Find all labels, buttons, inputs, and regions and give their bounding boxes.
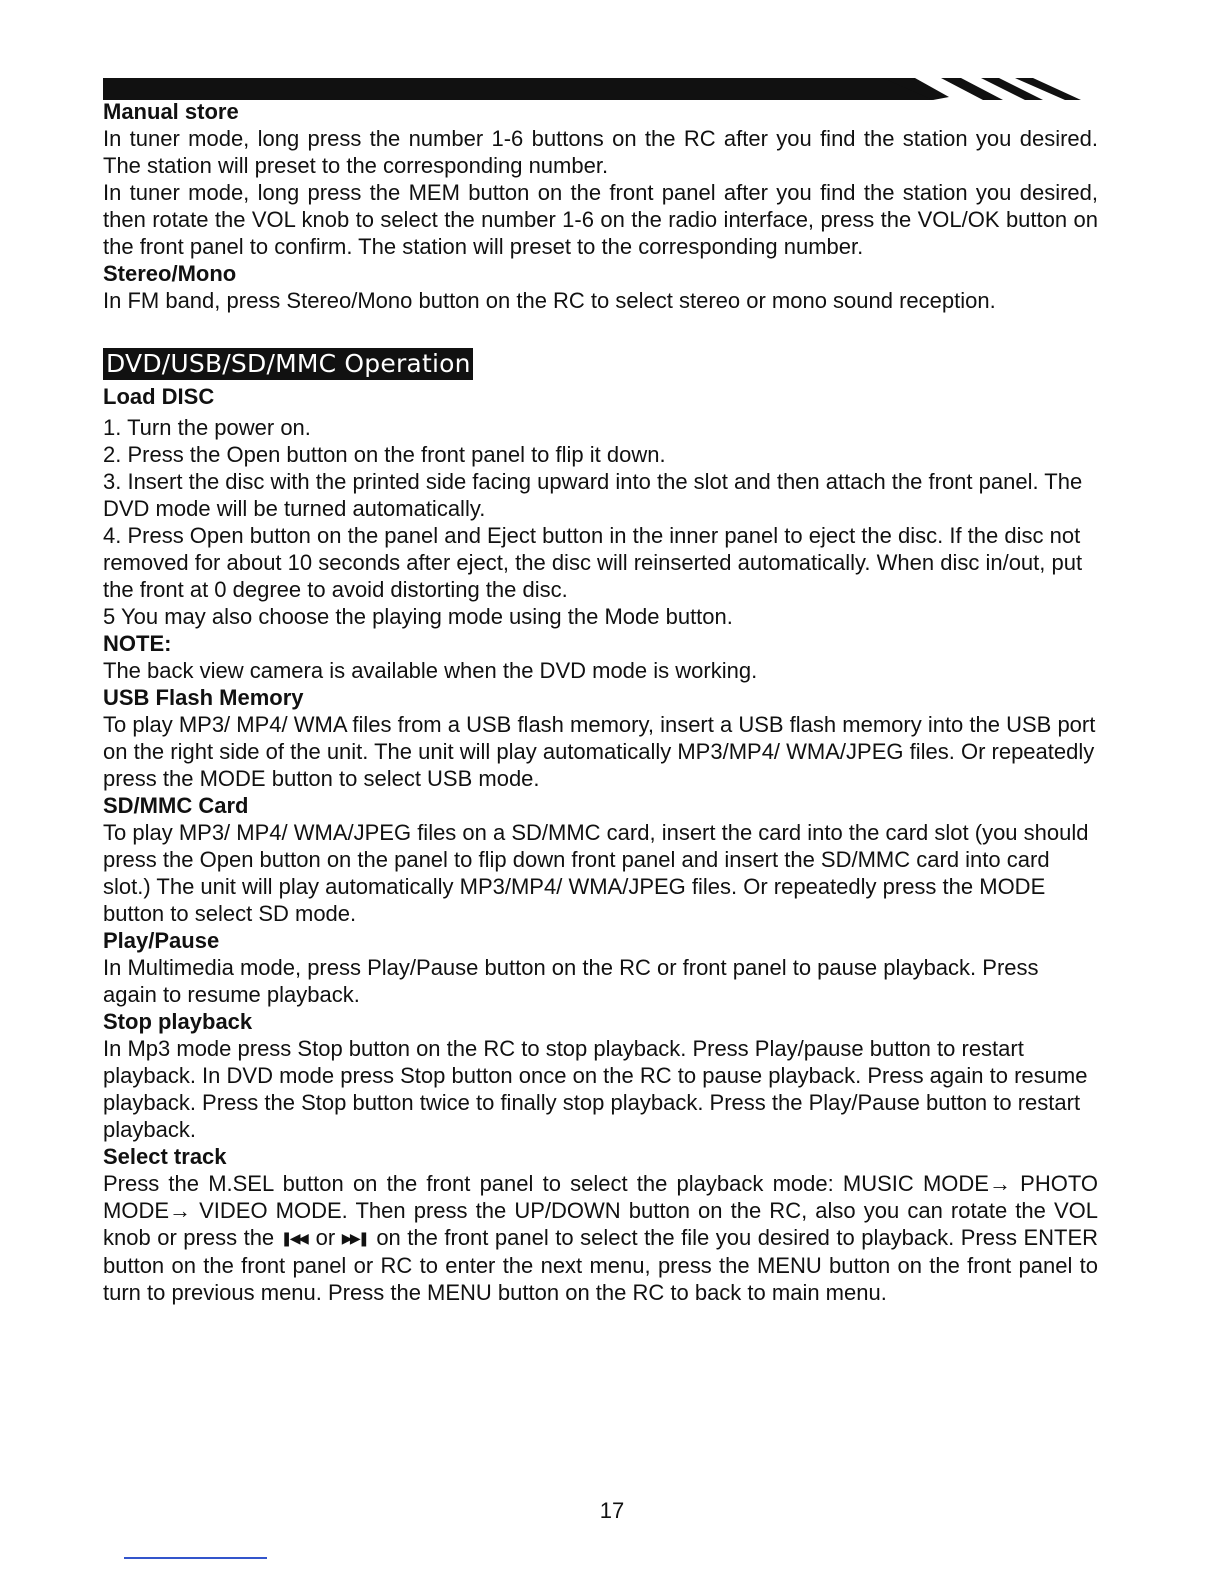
list-item: 2. Press the Open button on the front panel to flip it down. (103, 442, 666, 467)
play-pause-paragraph: In Multimedia mode, press Play/Pause button on the RC or front panel to pause playback. Press again to resume playback. (103, 955, 1039, 1007)
section-title: DVD/USB/SD/MMC Operation (103, 348, 473, 380)
note-text: The back view camera is available when the DVD mode is working. (103, 658, 758, 683)
stop-playback-paragraph: In Mp3 mode press Stop button on the RC to stop playback. Press Play/pause button to restart playback. In DVD mode press Stop button once on the RC to pause playback. Press again to resume playback. Press the Stop button twice to finally stop playback. Press the Play/Pause button to restart playback. (103, 1036, 1088, 1142)
select-track-text-2: on the front panel to select the file you desired to playback. Press ENTER button on the front panel or RC to enter the next menu, press the MENU button on the front panel to turn to previous menu. Press the MENU button on the RC to back to main menu. (103, 1225, 1099, 1305)
select-track-or: or (315, 1225, 336, 1250)
list-item: 5 You may also choose the playing mode using the Mode button. (103, 604, 733, 629)
page-number: 17 (599, 1498, 625, 1523)
stereo-mono-heading: Stereo/Mono (103, 261, 237, 286)
usb-heading: USB Flash Memory (103, 685, 304, 710)
list-item: 4. Press Open button on the panel and Eject button in the inner panel to eject the disc. If the disc not removed for about 10 seconds after eject, the disc will reinserted automatically. When disc in/out, put the front at 0 degree to avoid distorting the disc. (103, 523, 1083, 602)
manual-store-paragraph-2: In tuner mode, long press the MEM button on the front panel after you find the station you desired, then rotate the VOL knob to select the number 1-6 on the radio interface, press the VOL/OK button on the front panel to confirm. The station will preset to the corresponding number. (103, 180, 1098, 259)
sdmmc-heading: SD/MMC Card (103, 793, 249, 818)
play-pause-heading: Play/Pause (103, 928, 220, 953)
manual-store-heading: Manual store (103, 99, 239, 124)
select-track-text-1: Press the M.SEL button on the front panel to select the playback mode: MUSIC MODE→ PHOTO MODE→ VIDEO MODE. Then press the UP/DOWN button on the RC, also you can rotate the VOL knob or press the (103, 1171, 1098, 1250)
footer-rule (124, 1557, 267, 1559)
select-track-heading: Select track (103, 1144, 227, 1169)
select-track-paragraph (103, 1170, 1098, 1306)
list-item: 3. Insert the disc with the printed side facing upward into the slot and then attach the front panel. The DVD mode will be turned automatically. (103, 469, 1083, 521)
page-content (103, 98, 1098, 1306)
list-item: 1. Turn the power on. (103, 415, 311, 440)
prev-track-icon: ❚◀◀ (280, 1230, 307, 1246)
stop-playback-heading: Stop playback (103, 1009, 253, 1034)
load-disc-steps (103, 414, 1098, 630)
load-disc-heading: Load DISC (103, 384, 215, 409)
stereo-mono-paragraph: In FM band, press Stereo/Mono button on the RC to select stereo or mono sound reception. (103, 288, 996, 313)
sdmmc-paragraph: To play MP3/ MP4/ WMA/JPEG files on a SD/MMC card, insert the card into the card slot (you should press the Open button on the panel to flip down front panel and insert the SD/MMC card into card slot.) The unit will play automatically MP3/MP4/ WMA/JPEG files. Or repeatedly press the MODE button to select SD mode. (103, 820, 1089, 926)
manual-store-paragraph-1: In tuner mode, long press the number 1-6 buttons on the RC after you find the station you desired. The station will preset to the corresponding number. (103, 126, 1098, 178)
usb-paragraph: To play MP3/ MP4/ WMA files from a USB flash memory, insert a USB flash memory into the USB port on the right side of the unit. The unit will play automatically MP3/MP4/ WMA/JPEG files. Or repeatedly press the MODE button to select USB mode. (103, 712, 1096, 791)
next-track-icon: ▶▶❚ (341, 1230, 367, 1246)
note-label: NOTE: (103, 631, 172, 656)
